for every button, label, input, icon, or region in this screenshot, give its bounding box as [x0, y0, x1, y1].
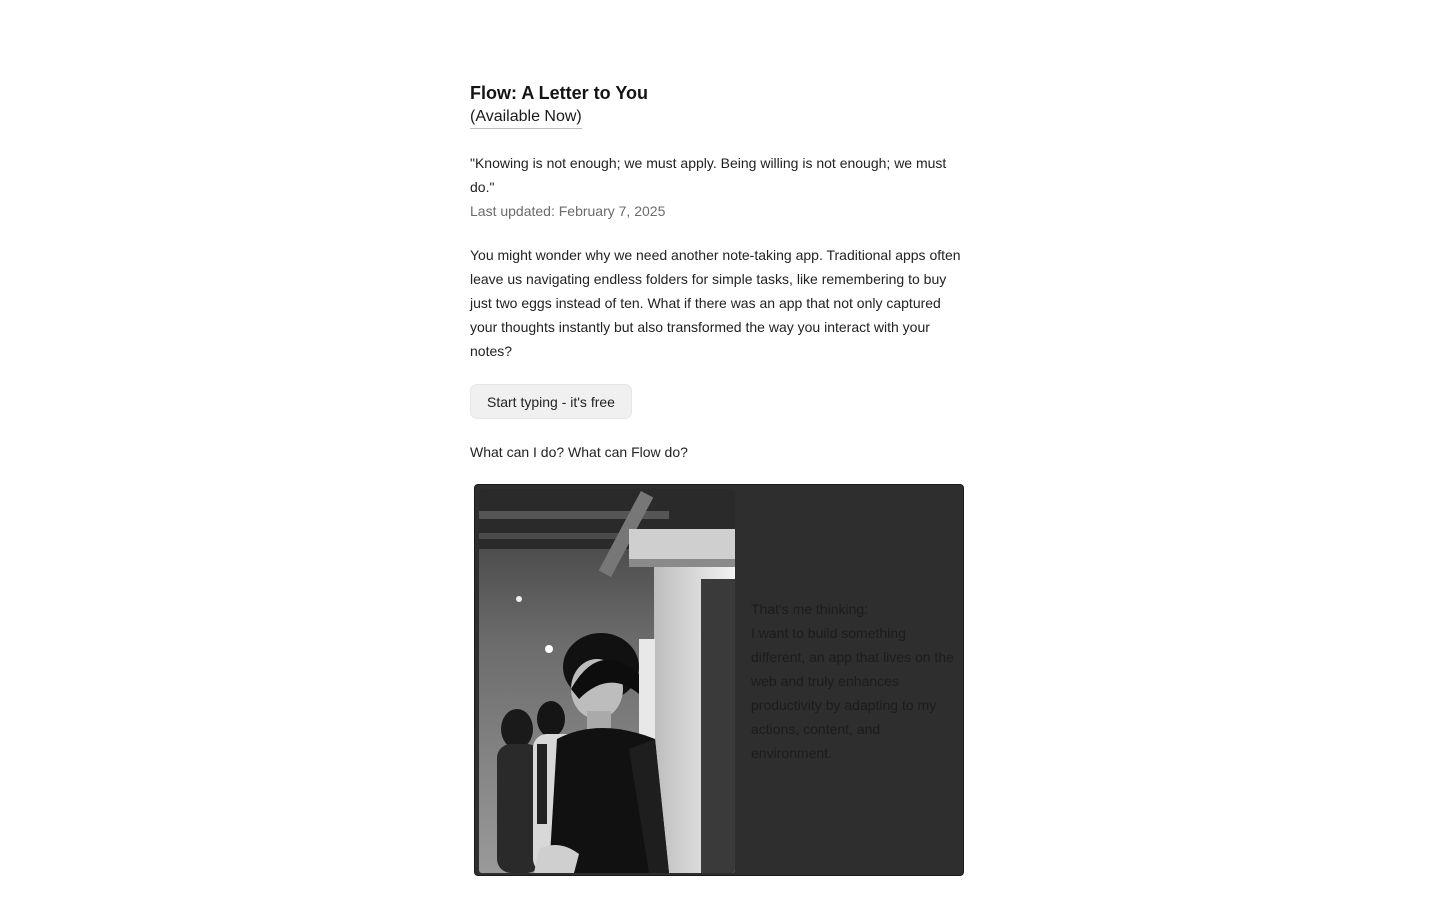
quote-text: "Knowing is not enough; we must apply. Being willing is not enough; we must do.": [470, 155, 947, 195]
section-question: What can I do? What can Flow do?: [470, 444, 688, 460]
intro-card: [474, 484, 964, 876]
last-updated-text: Last updated: February 7, 2025: [470, 203, 666, 219]
intro-paragraph: You might wonder why we need another note-taking app. Traditional apps often leave us navigating endless folders for simple tasks, like remembering to buy just two eggs instead of ten. What if there was an app that not only captured your thoughts instantly but also transformed the way you interact with your notes?: [470, 247, 961, 359]
availability-link[interactable]: (Available Now): [470, 106, 582, 129]
letter-page: [470, 80, 966, 761]
card-heading: That's me thinking:: [751, 601, 869, 617]
card-text: [751, 597, 957, 765]
page-title: Flow: A Letter to You: [470, 83, 648, 103]
person-photo: [479, 489, 735, 873]
start-typing-button[interactable]: Start typing - it's free: [470, 384, 632, 419]
card-body: I want to build something different, an app that lives on the web and truly enhances productivity by adapting to my actions, content, and environment.: [751, 625, 954, 761]
